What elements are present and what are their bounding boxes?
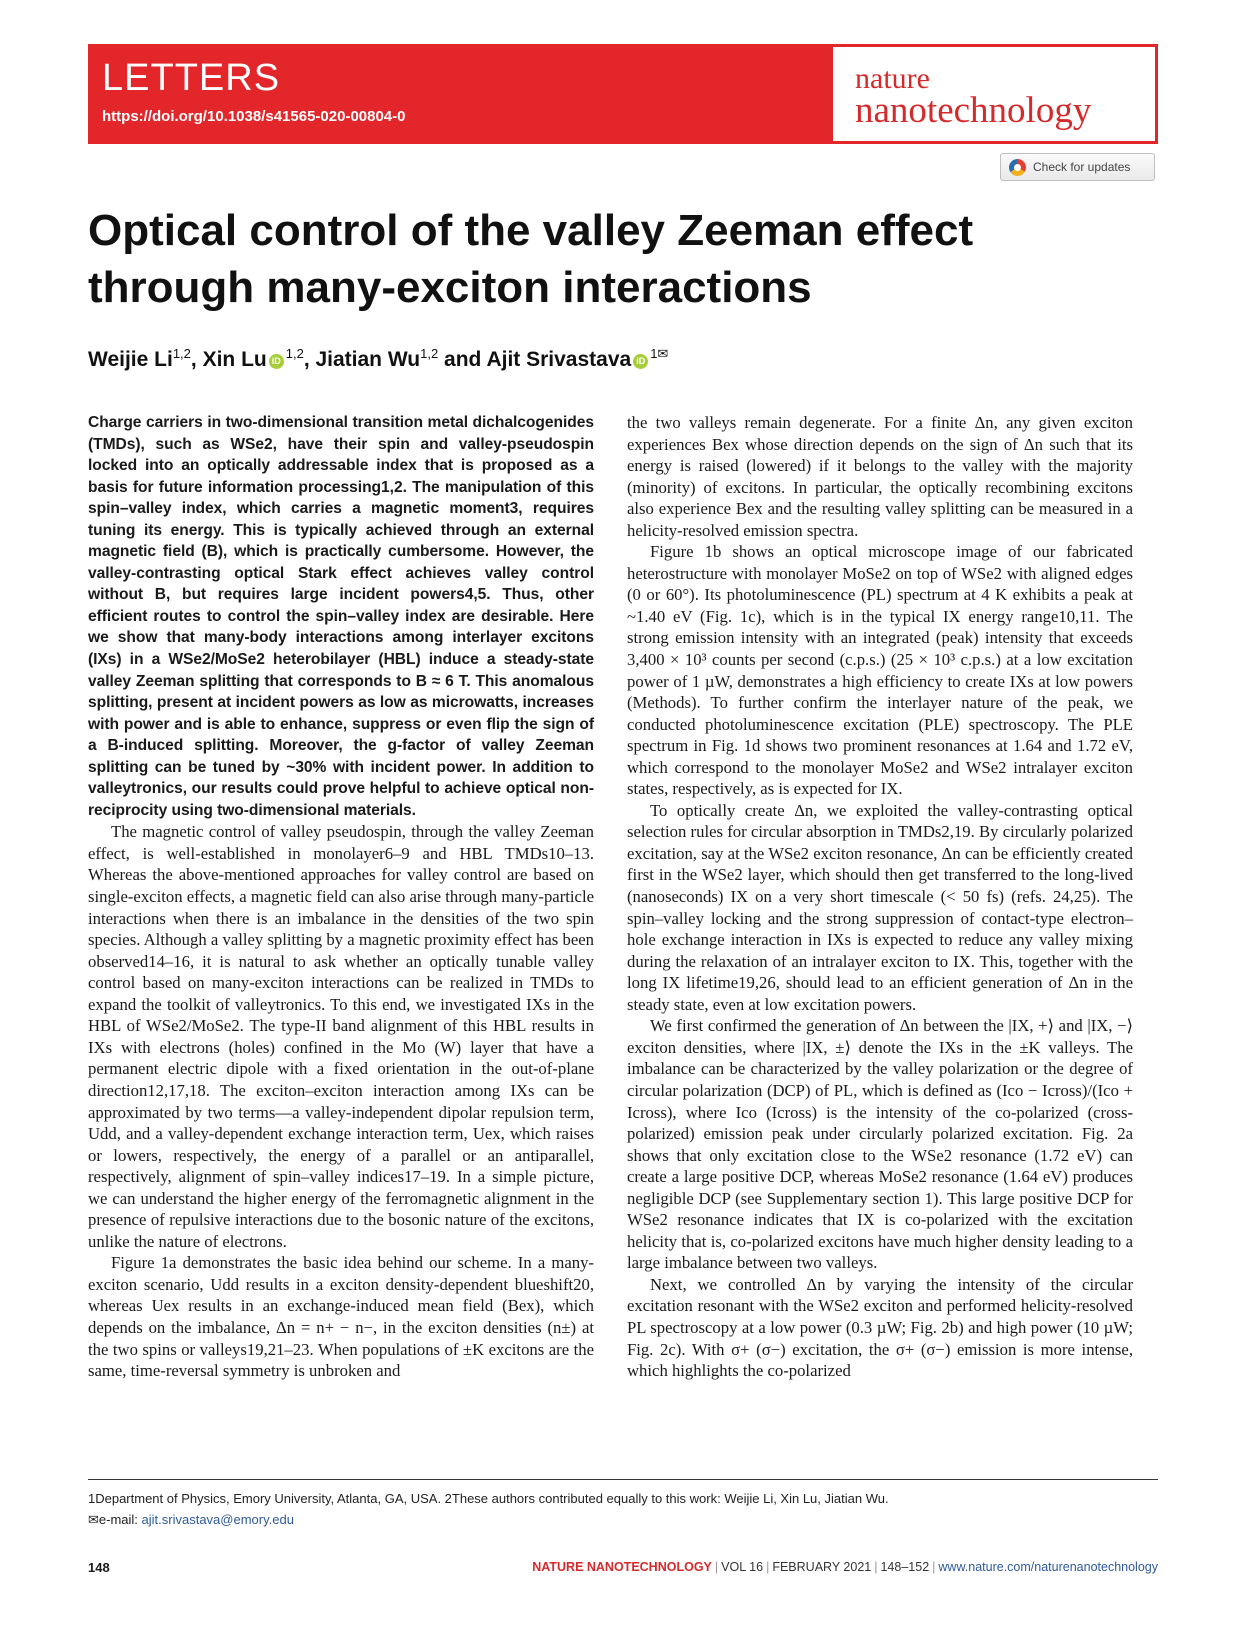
crossmark-icon (1009, 159, 1026, 176)
author-name[interactable]: Jiatian Wu (315, 348, 421, 371)
doi-link[interactable]: https://doi.org/10.1038/s41565-020-00804-0 (102, 108, 406, 125)
left-column (88, 412, 594, 1382)
abstract: Charge carriers in two-dimensional transition metal dichalcogenides (TMDs), such as WSe2, have their spin and valley-pseudospin locked into an optically addressable index that is proposed as a basis for future information processing1,2. The manipulation of this spin–valley index, which carries a magnetic moment3, requires tuning its energy. This is typically achieved through an external magnetic field (B), which is practically cumbersome. However, the valley-contrasting optical Stark effect achieves valley control without B, but requires large incident powers4,5. Thus, other efficient routes to control the spin–valley index are desirable. Here we show that many-body interactions among interlayer excitons (IXs) in a WSe2/MoSe2 heterobilayer (HBL) induce a steady-state valley Zeeman splitting that corresponds to B ≈ 6 T. This anomalous splitting, present at incident powers as low as microwatts, increases with power and is able to enhance, suppress or even flip the sign of a B-induced splitting. Moreover, the g-factor of valley Zeeman splitting can be tuned by ~30% with incident power. In addition to valleytronics, our results could prove helpful to achieve optical non-reciprocity using two-dimensional materials. (88, 414, 594, 819)
footnotes (88, 1488, 1158, 1530)
footer-url[interactable]: www.nature.com/naturenanotechnology (938, 1560, 1158, 1574)
author-affiliation: 1,2 (420, 346, 439, 361)
orcid-icon[interactable]: iD (269, 354, 284, 369)
author-name[interactable]: Weijie Li (88, 348, 173, 371)
body-paragraph: To optically create Δn, we exploited the valley-contrasting optical selection rules for circular absorption in TMDs2,19. By circularly polarized excitation, say at the WSe2 exciton resonance, Δn can be efficiently created first in the WSe2 layer, which should then get transferred to the long-lived (nanoseconds) IX on a very short timescale (< 50 fs) (refs. 24,25). The spin–valley locking and the strong suppression of contact-type electron–hole exchange interaction in IXs is expected to reduce any valley mixing during the relaxation of an intralayer exciton to IX. This, together with the long IX lifetime19,26, should lead to an efficient generation of Δn in the steady state, even at low excitation powers. (627, 800, 1133, 1014)
body-paragraph: The magnetic control of valley pseudospin, through the valley Zeeman effect, is well-established in monolayer6–9 and HBL TMDs10–13. Whereas the above-mentioned approaches for valley control are based on single-exciton effects, a magnetic field can also arise through many-particle interactions when there is an imbalance in the densities of the two spin species. Although a valley splitting by a magnetic proximity effect has been observed14–16, it is natural to ask whether an optically tunable valley control based on many-exciton interactions can be realized in TMDs to expand the toolkit of valleytronics. To this end, we investigated IXs in the HBL of WSe2/MoSe2. The type-II band alignment of this HBL results in IXs with electrons (holes) confined in the Mo (W) layer that have a permanent electric dipole with a fixed orientation in the out-of-plane direction12,17,18. The exciton–exciton interaction among IXs can be approximated by two terms—a valley-independent dipolar repulsion term, Udd, and a valley-dependent exchange interaction term, Uex, which raises or lowers, respectively, the energy of a parallel or an antiparallel, respectively, alignment of spin–valley indices17–19. In a simple picture, we can understand the higher energy of the ferromagnetic alignment in the presence of repulsive interactions due to the bosonic nature of the excitons, unlike the nature of electrons. (88, 822, 594, 1251)
check-for-updates-button[interactable] (1000, 153, 1155, 181)
footer-date: FEBRUARY 2021 (772, 1560, 872, 1574)
footer-pages: 148–152 (880, 1560, 930, 1574)
author-name[interactable]: Xin Lu (202, 348, 267, 371)
page-number: 148 (88, 1560, 110, 1575)
header-banner (88, 44, 1158, 144)
body-paragraph: Figure 1a demonstrates the basic idea behind our scheme. In a many-exciton scenario, Udd results in a exciton density-dependent blueshift20, whereas Uex results in an exchange-induced mean field (Bex), which depends on the imbalance, Δn = n+ − n−, in the exciton densities (n±) at the two spins or valleys19,21–23. When populations of ±K excitons are the same, time-reversal symmetry is unbroken and (88, 1253, 594, 1381)
author-affiliation: 1,2 (285, 346, 304, 361)
email-footnote: ✉e-mail: ajit.srivastava@emory.edu (88, 1512, 294, 1527)
footer-volume: VOL 16 (721, 1560, 764, 1574)
journal-logo[interactable] (833, 47, 1155, 141)
body-paragraph: Next, we controlled Δn by varying the intensity of the circular excitation resonant with the WSe2 exciton and performed helicity-resolved PL spectroscopy at a low power (0.3 µW; Fig. 2b) and high power (10 µW; Fig. 2c). With σ+ (σ−) excitation, the σ+ (σ−) emission is more intense, which highlights the co-polarized (627, 1274, 1133, 1381)
footer-journal: NATURE NANOTECHNOLOGY (532, 1560, 712, 1574)
affiliations-footnote: 1Department of Physics, Emory University, Atlanta, GA, USA. 2These authors contributed equally to this work: Weijie Li, Xin Lu, Jiatian Wu. (88, 1491, 889, 1506)
journal-logo-line1: nature (855, 62, 930, 95)
section-label: LETTERS (102, 57, 281, 99)
author-name[interactable]: Ajit Srivastava (486, 348, 632, 371)
author-affiliation: 1,2 (172, 346, 191, 361)
author-list: Weijie Li$^{1,2}$, Xin Lu iD $^{1,2}$, Jiatian Wu$^{1,2}$ and Ajit Srivastava iD $^{1✉}$ (88, 346, 669, 371)
body-paragraph: We first confirmed the generation of Δn between the |IX, +⟩ and |IX, −⟩ exciton densities, where |IX, ±⟩ denote the IXs in the ±K valleys. The imbalance can be characterized by the valley polarization or the degree of circular polarization (DCP) of PL, which is defined as (Ico − Icross)/(Ico + Icross), where Ico (Icross) is the intensity of the co-polarized (cross-polarized) emission peak under circularly polarized excitation. Fig. 2a shows that only excitation close to the WSe2 resonance (1.72 eV) can create a large positive DCP, whereas MoSe2 resonance (1.64 eV) produces negligible DCP (see Supplementary section 1). This large positive DCP for WSe2 resonance indicates that IX is co-polarized with the excitation helicity that is, co-polarized excitons have much higher density leading to a large imbalance between two valleys. (627, 1016, 1133, 1273)
orcid-icon[interactable]: iD (633, 354, 648, 369)
email-link[interactable]: ajit.srivastava@emory.edu (141, 1512, 294, 1527)
page-footer: NATURE NANOTECHNOLOGY | VOL 16 | FEBRUARY 2021 | 148–152 | www.nature.com/naturenanotechnology (532, 1560, 1158, 1574)
banner-left (102, 56, 406, 125)
body-paragraph: Figure 1b shows an optical microscope image of our fabricated heterostructure with monolayer MoSe2 on top of WSe2 with aligned edges (0 or 60°). Its photoluminescence (PL) spectrum at 4 K exhibits a peak at ~1.40 eV (Fig. 1c), which is in the typical IX energy range10,11. The strong emission intensity with an integrated (peak) intensity that exceeds 3,400 × 10³ counts per second (c.p.s.) (25 × 10³ c.p.s.) at a low excitation power of 1 µW, demonstrates a high efficiency to create IXs at low powers (Methods). To further confirm the interlayer nature of the peak, we conducted photoluminescence excitation (PLE) spectroscopy. The PLE spectrum in Fig. 1d shows two prominent resonances at 1.64 and 1.72 eV, which correspond to the monolayer MoSe2 and WSe2 intralayer exciton states, respectively, as is expected for IX. (627, 542, 1133, 799)
journal-logo-line2: nanotechnology (855, 90, 1092, 131)
article-title: Optical control of the valley Zeeman effect through many-exciton interactions (88, 206, 974, 312)
right-column (627, 412, 1133, 1382)
author-affiliation: 1 (650, 346, 658, 361)
envelope-icon: ✉ (88, 1512, 99, 1527)
body-paragraph: the two valleys remain degenerate. For a finite Δn, any given exciton experiences Bex whose direction depends on the sign of Δn such that its energy is raised (lowered) if it belongs to the valley with the majority (minority) of excitons. In particular, the optically recombining excitons also experience Bex and the resulting valley splitting can be measured in a helicity-resolved emission spectra. (627, 413, 1133, 540)
footnote-divider (88, 1479, 1158, 1480)
check-for-updates-label: Check for updates (1033, 160, 1131, 174)
envelope-icon[interactable]: ✉ (657, 346, 669, 361)
